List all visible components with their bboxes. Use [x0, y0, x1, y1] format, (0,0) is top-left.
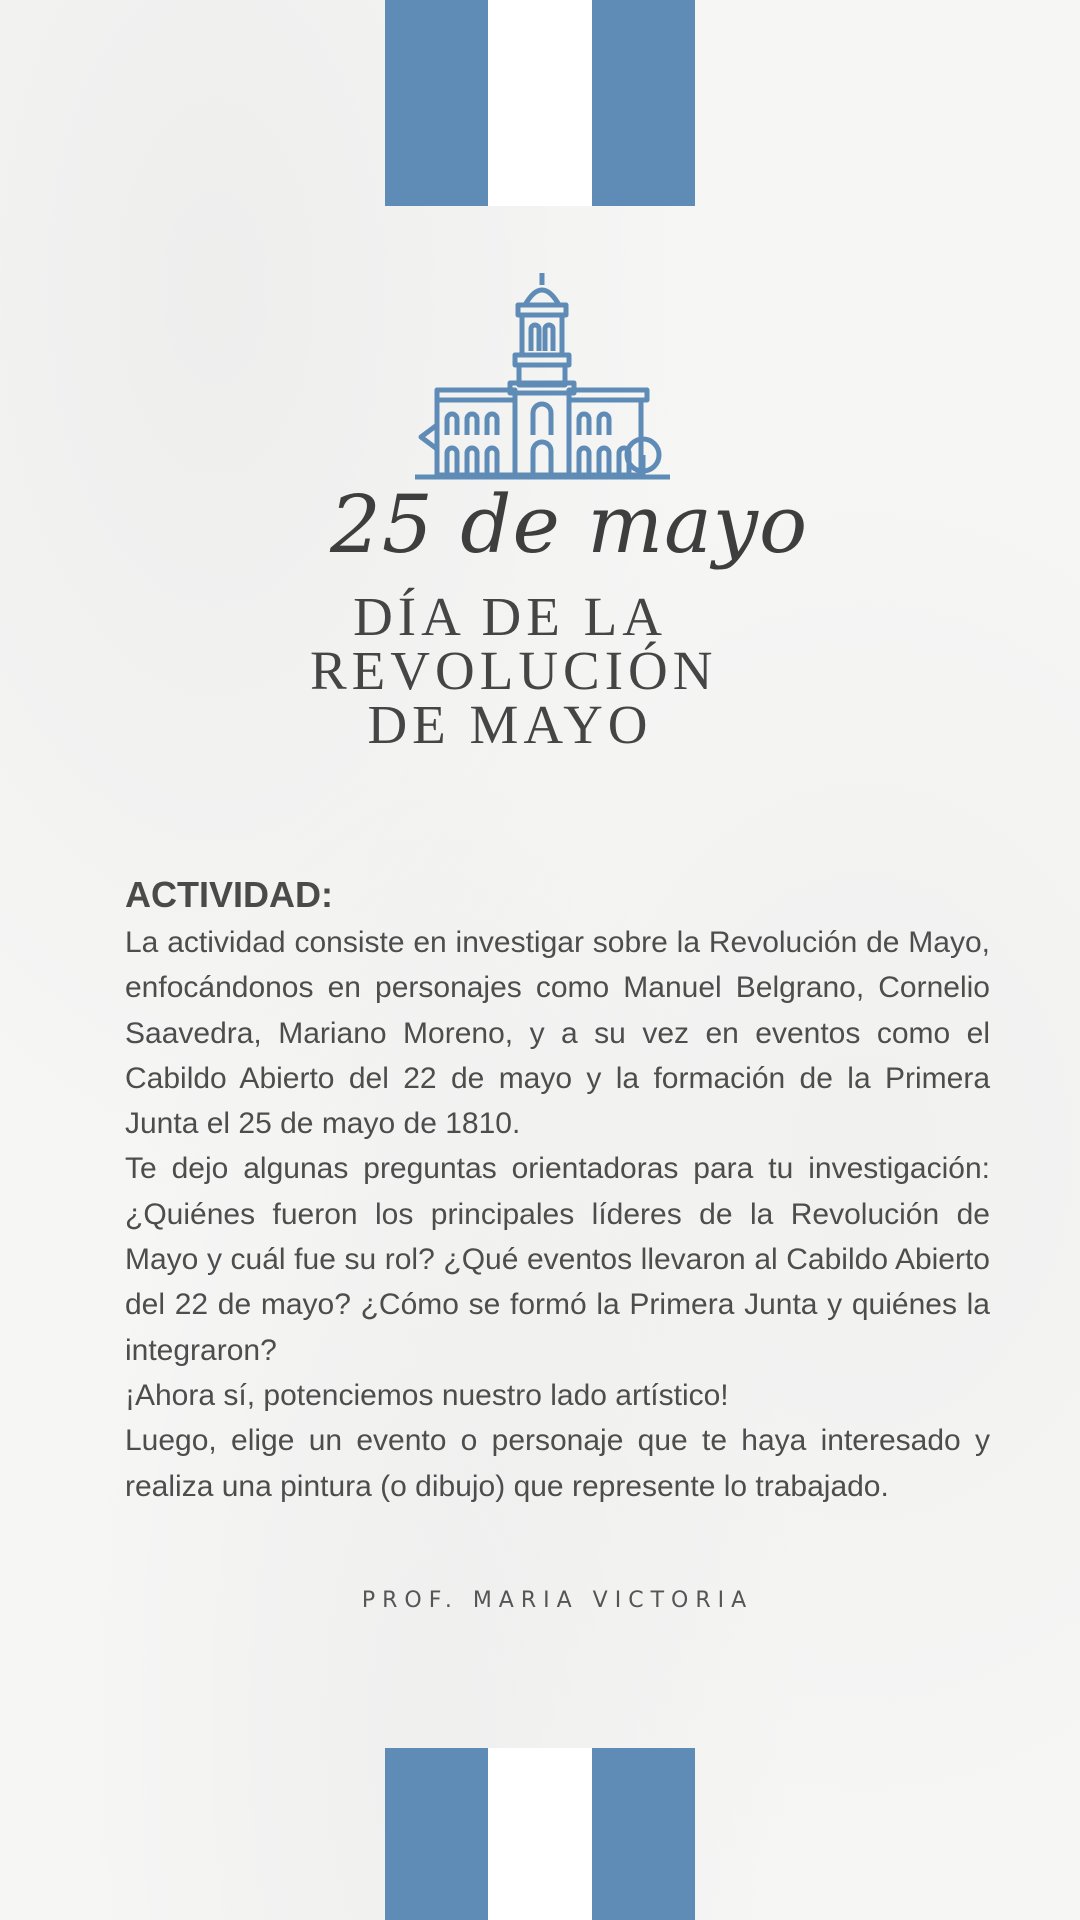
flag-stripe-top-right: [592, 0, 695, 206]
script-date-title: 25 de mayo: [330, 478, 809, 571]
activity-heading: ACTIVIDAD:: [125, 874, 333, 915]
activity-paragraph: ¡Ahora sí, potenciemos nuestro lado artístico!: [125, 1378, 729, 1412]
flag-stripe-bottom-white: [488, 1748, 592, 1920]
cabildo-building-icon: [415, 265, 670, 485]
flag-stripe-bottom-right: [592, 1748, 695, 1920]
flag-stripe-bottom-left: [385, 1748, 488, 1920]
title-line: DE MAYO: [367, 694, 653, 755]
activity-paragraph: La actividad consiste en investigar sobre la Revolución de Mayo, enfocándonos en personajes como Manuel Belgrano, Cornelio Saavedra, Mariano Moreno, y a su vez en eventos como el Cabildo Abierto del 22 de mayo y la formación de la Primera Junta el 25 de mayo de 1810.: [125, 926, 990, 1141]
flag-stripe-top-white: [488, 0, 592, 206]
activity-section: [125, 870, 990, 1509]
author-signature: PROF. MARIA VICTORIA: [361, 1588, 754, 1613]
flag-stripe-top-left: [385, 0, 488, 206]
title-line: DÍA DE LA: [353, 586, 667, 647]
page-title: [310, 586, 718, 755]
activity-paragraph: Te dejo algunas preguntas orientadoras para tu investigación: ¿Quiénes fueron los principales líderes de la Revolución de Mayo y cuál fue su rol? ¿Qué eventos llevaron al Cabildo Abierto del 22 de mayo? ¿Cómo se formó la Primera Junta y quiénes la integraron?: [125, 1152, 990, 1367]
activity-paragraph: Luego, elige un evento o personaje que te haya interesado y realiza una pintura (o dibujo) que represente lo trabajado.: [125, 1424, 990, 1503]
title-line: REVOLUCIÓN: [310, 640, 718, 701]
